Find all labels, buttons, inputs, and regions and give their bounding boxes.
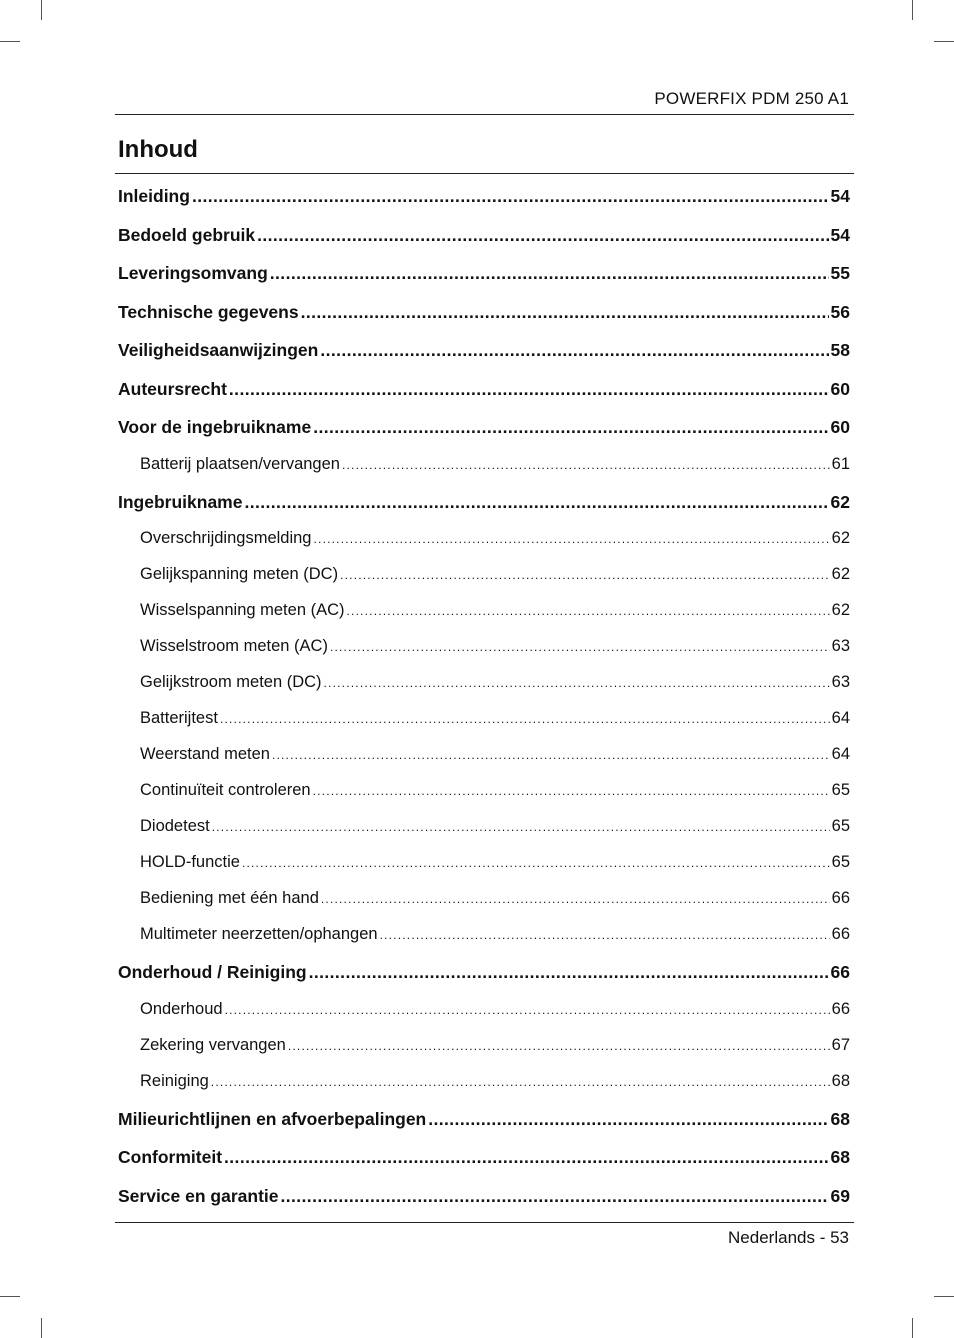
toc-entry-label: Leveringsomvang bbox=[118, 263, 268, 283]
toc-section-entry[interactable] bbox=[118, 378, 850, 417]
toc-dot-leader bbox=[309, 962, 829, 983]
crop-mark bbox=[0, 1296, 20, 1297]
toc-entry-page-number: 68 bbox=[831, 1071, 850, 1090]
toc-dot-leader bbox=[347, 601, 830, 620]
toc-entry-label: HOLD-functie bbox=[140, 853, 240, 871]
toc-entry-page-number: 65 bbox=[831, 853, 850, 871]
toc-entry-page-number: 60 bbox=[830, 378, 850, 399]
toc-dot-leader bbox=[272, 745, 830, 764]
toc-dot-leader bbox=[211, 1072, 830, 1091]
toc-subsection-entry[interactable] bbox=[118, 745, 850, 781]
crop-mark bbox=[934, 41, 954, 42]
toc-entry-label: Milieurichtlijnen en afvoerbepalingen bbox=[118, 1108, 427, 1129]
toc-section-entry[interactable] bbox=[118, 1146, 850, 1185]
table-of-contents bbox=[118, 185, 850, 1223]
toc-entry-page-number: 65 bbox=[831, 817, 850, 835]
toc-entry-page-number: 65 bbox=[831, 781, 850, 799]
toc-subsection-entry[interactable] bbox=[118, 1000, 850, 1036]
toc-section-entry[interactable] bbox=[118, 961, 850, 1000]
page-title: Inhoud bbox=[118, 136, 198, 163]
crop-mark bbox=[934, 1296, 954, 1297]
toc-entry-page-number: 58 bbox=[830, 340, 850, 360]
toc-entry-page-number: 55 bbox=[830, 263, 850, 283]
toc-dot-leader bbox=[314, 529, 830, 548]
toc-entry-page-number: 63 bbox=[831, 637, 850, 655]
crop-mark bbox=[41, 0, 42, 20]
toc-dot-leader bbox=[225, 1000, 830, 1019]
toc-subsection-entry[interactable] bbox=[118, 889, 850, 925]
toc-entry-page-number: 68 bbox=[830, 1108, 850, 1129]
toc-entry-label: Gelijkspanning meten (DC) bbox=[140, 565, 339, 583]
crop-mark bbox=[0, 41, 20, 42]
toc-dot-leader bbox=[313, 781, 830, 800]
toc-entry-label: Wisselstroom meten (AC) bbox=[140, 637, 328, 655]
toc-entry-label: Reiniging bbox=[140, 1071, 209, 1090]
toc-dot-leader bbox=[192, 186, 829, 207]
toc-section-entry[interactable] bbox=[118, 416, 850, 455]
toc-subsection-entry[interactable] bbox=[118, 781, 850, 817]
toc-entry-label: Gelijkstroom meten (DC) bbox=[140, 673, 322, 691]
toc-entry-label: Bedoeld gebruik bbox=[118, 224, 256, 245]
toc-dot-leader bbox=[244, 492, 828, 513]
toc-dot-leader bbox=[320, 340, 828, 361]
toc-entry-label: Conformiteit bbox=[118, 1147, 223, 1167]
toc-entry-page-number: 62 bbox=[831, 601, 850, 619]
toc-entry-page-number: 67 bbox=[831, 1035, 850, 1054]
toc-entry-label: Multimeter neerzetten/ophangen bbox=[140, 925, 378, 943]
toc-section-entry[interactable] bbox=[118, 224, 850, 263]
toc-dot-leader bbox=[313, 417, 828, 438]
toc-entry-label: Technische gegevens bbox=[118, 301, 299, 322]
toc-entry-label: Bediening met één hand bbox=[140, 889, 319, 907]
toc-entry-label: Continuïteit controleren bbox=[140, 781, 311, 799]
toc-entry-page-number: 61 bbox=[831, 454, 850, 473]
toc-entry-label: Onderhoud bbox=[140, 999, 223, 1018]
toc-dot-leader bbox=[224, 1147, 829, 1168]
toc-entry-label: Veiligheidsaanwijzingen bbox=[118, 340, 319, 360]
toc-entry-page-number: 54 bbox=[830, 224, 850, 245]
toc-subsection-entry[interactable] bbox=[118, 817, 850, 853]
toc-dot-leader bbox=[229, 379, 829, 400]
toc-subsection-entry[interactable] bbox=[118, 709, 850, 745]
toc-dot-leader bbox=[220, 709, 830, 728]
toc-subsection-entry[interactable] bbox=[118, 673, 850, 709]
toc-section-entry[interactable] bbox=[118, 339, 850, 378]
toc-section-entry[interactable] bbox=[118, 301, 850, 340]
toc-entry-page-number: 69 bbox=[830, 1185, 850, 1206]
toc-entry-label: Batterij plaatsen/vervangen bbox=[140, 454, 340, 473]
toc-dot-leader bbox=[380, 925, 830, 944]
toc-section-entry[interactable] bbox=[118, 185, 850, 224]
toc-entry-page-number: 54 bbox=[830, 186, 850, 206]
toc-entry-label: Overschrijdingsmelding bbox=[140, 529, 312, 547]
toc-entry-page-number: 63 bbox=[831, 673, 850, 691]
toc-subsection-entry[interactable] bbox=[118, 1036, 850, 1072]
toc-section-entry[interactable] bbox=[118, 1108, 850, 1147]
toc-section-entry[interactable] bbox=[118, 1185, 850, 1224]
toc-entry-label: Weerstand meten bbox=[140, 745, 270, 763]
crop-mark bbox=[41, 1318, 42, 1338]
toc-entry-label: Service en garantie bbox=[118, 1185, 279, 1206]
toc-section-entry[interactable] bbox=[118, 491, 850, 530]
toc-subsection-entry[interactable] bbox=[118, 455, 850, 491]
toc-dot-leader bbox=[270, 263, 829, 284]
toc-dot-leader bbox=[288, 1036, 830, 1055]
crop-mark bbox=[912, 0, 913, 20]
toc-dot-leader bbox=[330, 637, 830, 656]
toc-dot-leader bbox=[340, 565, 830, 584]
toc-entry-page-number: 66 bbox=[831, 925, 850, 943]
toc-subsection-entry[interactable] bbox=[118, 565, 850, 601]
toc-entry-label: Voor de ingebruikname bbox=[118, 417, 312, 437]
toc-dot-leader bbox=[257, 225, 828, 246]
toc-dot-leader bbox=[242, 853, 830, 872]
toc-subsection-entry[interactable] bbox=[118, 601, 850, 637]
toc-entry-page-number: 66 bbox=[830, 962, 850, 982]
toc-entry-label: Auteursrecht bbox=[118, 378, 227, 399]
crop-mark bbox=[912, 1318, 913, 1338]
toc-entry-page-number: 66 bbox=[831, 889, 850, 907]
toc-entry-page-number: 68 bbox=[830, 1147, 850, 1167]
toc-dot-leader bbox=[321, 889, 830, 908]
toc-entry-label: Onderhoud / Reiniging bbox=[118, 962, 307, 982]
header-rule bbox=[115, 114, 854, 115]
toc-entry-label: Zekering vervangen bbox=[140, 1035, 286, 1054]
toc-subsection-entry[interactable] bbox=[118, 637, 850, 673]
title-rule bbox=[115, 173, 854, 174]
toc-subsection-entry[interactable] bbox=[118, 925, 850, 961]
toc-dot-leader bbox=[212, 817, 830, 836]
toc-entry-label: Inleiding bbox=[118, 186, 190, 206]
toc-entry-label: Batterijtest bbox=[140, 709, 218, 727]
toc-entry-page-number: 60 bbox=[830, 417, 850, 437]
toc-dot-leader bbox=[324, 673, 830, 692]
toc-subsection-entry[interactable] bbox=[118, 1072, 850, 1108]
toc-entry-page-number: 56 bbox=[830, 301, 850, 322]
toc-entry-page-number: 62 bbox=[830, 491, 850, 512]
toc-dot-leader bbox=[428, 1109, 828, 1130]
toc-section-entry[interactable] bbox=[118, 262, 850, 301]
toc-entry-page-number: 62 bbox=[831, 529, 850, 547]
footer-rule bbox=[115, 1222, 854, 1223]
toc-entry-label: Ingebruikname bbox=[118, 491, 243, 512]
toc-entry-page-number: 62 bbox=[831, 565, 850, 583]
toc-dot-leader bbox=[301, 302, 829, 323]
running-header: POWERFIX PDM 250 A1 bbox=[654, 89, 849, 108]
toc-entry-page-number: 66 bbox=[831, 999, 850, 1018]
toc-subsection-entry[interactable] bbox=[118, 853, 850, 889]
toc-dot-leader bbox=[342, 455, 830, 474]
toc-dot-leader bbox=[281, 1186, 829, 1207]
toc-entry-label: Wisselspanning meten (AC) bbox=[140, 601, 345, 619]
toc-entry-page-number: 64 bbox=[831, 709, 850, 727]
toc-entry-label: Diodetest bbox=[140, 817, 210, 835]
page-footer: Nederlands - 53 bbox=[728, 1228, 849, 1247]
toc-subsection-entry[interactable] bbox=[118, 529, 850, 565]
toc-entry-page-number: 64 bbox=[831, 745, 850, 763]
